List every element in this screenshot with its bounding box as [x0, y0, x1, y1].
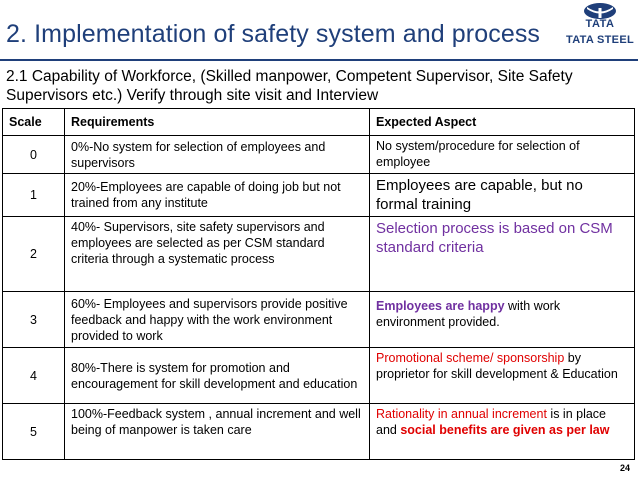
header-scale: Scale	[3, 109, 65, 136]
scale-cell: 1	[3, 174, 65, 217]
aspect-text-highlight: Rationality in annual increment	[376, 407, 547, 421]
scale-cell: 0	[3, 136, 65, 174]
requirement-cell: 20%-Employees are capable of doing job but not trained from any institute	[65, 174, 370, 217]
header-expected-aspect: Expected Aspect	[370, 109, 635, 136]
aspect-text-highlight: social benefits are given as per law	[400, 423, 610, 437]
title-divider	[0, 59, 638, 61]
aspect-text: No system/procedure for selection of employee	[376, 139, 580, 169]
table-row	[3, 217, 635, 292]
scale-cell: 2	[3, 217, 65, 292]
table-row	[3, 292, 635, 348]
aspect-text-highlight: Selection process is based on CSM standard criteria	[376, 220, 613, 256]
table-row	[3, 348, 635, 404]
scale-cell: 3	[3, 292, 65, 348]
table-header-row	[3, 109, 635, 136]
aspect-text: with work environment provided.	[376, 299, 561, 329]
expected-aspect-cell	[370, 404, 635, 460]
table-row	[3, 404, 635, 460]
scale-cell: 5	[3, 404, 65, 460]
requirement-cell: 60%- Employees and supervisors provide positive feedback and happy with the work environment provided to work	[65, 292, 370, 348]
table-row	[3, 174, 635, 217]
logo-text-tata-steel: TATA STEEL	[566, 34, 634, 46]
header-requirements: Requirements	[65, 109, 370, 136]
aspect-text: is in place and	[376, 407, 606, 437]
table-row	[3, 136, 635, 174]
slide-title: 2. Implementation of safety system and process	[6, 20, 541, 48]
aspect-text-highlight: Employees are happy	[376, 299, 505, 313]
expected-aspect-cell	[370, 174, 635, 217]
expected-aspect-cell	[370, 217, 635, 292]
tata-steel-logo	[566, 2, 634, 54]
requirement-cell: 80%-There is system for promotion and encouragement for skill development and education	[65, 348, 370, 404]
requirement-cell: 40%- Supervisors, site safety supervisors and employees are selected as per CSM standard criteria through a systematic process	[65, 217, 370, 292]
requirement-cell: 0%-No system for selection of employees and supervisors	[65, 136, 370, 174]
expected-aspect-cell	[370, 136, 635, 174]
logo-text-tata: TATA	[585, 18, 615, 30]
page-number: 24	[620, 463, 631, 473]
requirement-cell: 100%-Feedback system , annual increment and well being of manpower is taken care	[65, 404, 370, 460]
slide-subtitle: 2.1 Capability of Workforce, (Skilled manpower, Competent Supervisor, Site Safety Supervisors etc.) Verify through site visit and Interview	[6, 68, 573, 104]
expected-aspect-cell	[370, 292, 635, 348]
aspect-text-highlight: Promotional scheme/ sponsorship	[376, 351, 565, 365]
aspect-text: Employees are capable, but no formal training	[376, 177, 583, 213]
scale-cell: 4	[3, 348, 65, 404]
expected-aspect-cell	[370, 348, 635, 404]
capability-table	[2, 108, 635, 460]
aspect-text: by proprietor for skill development & Education	[376, 351, 618, 381]
